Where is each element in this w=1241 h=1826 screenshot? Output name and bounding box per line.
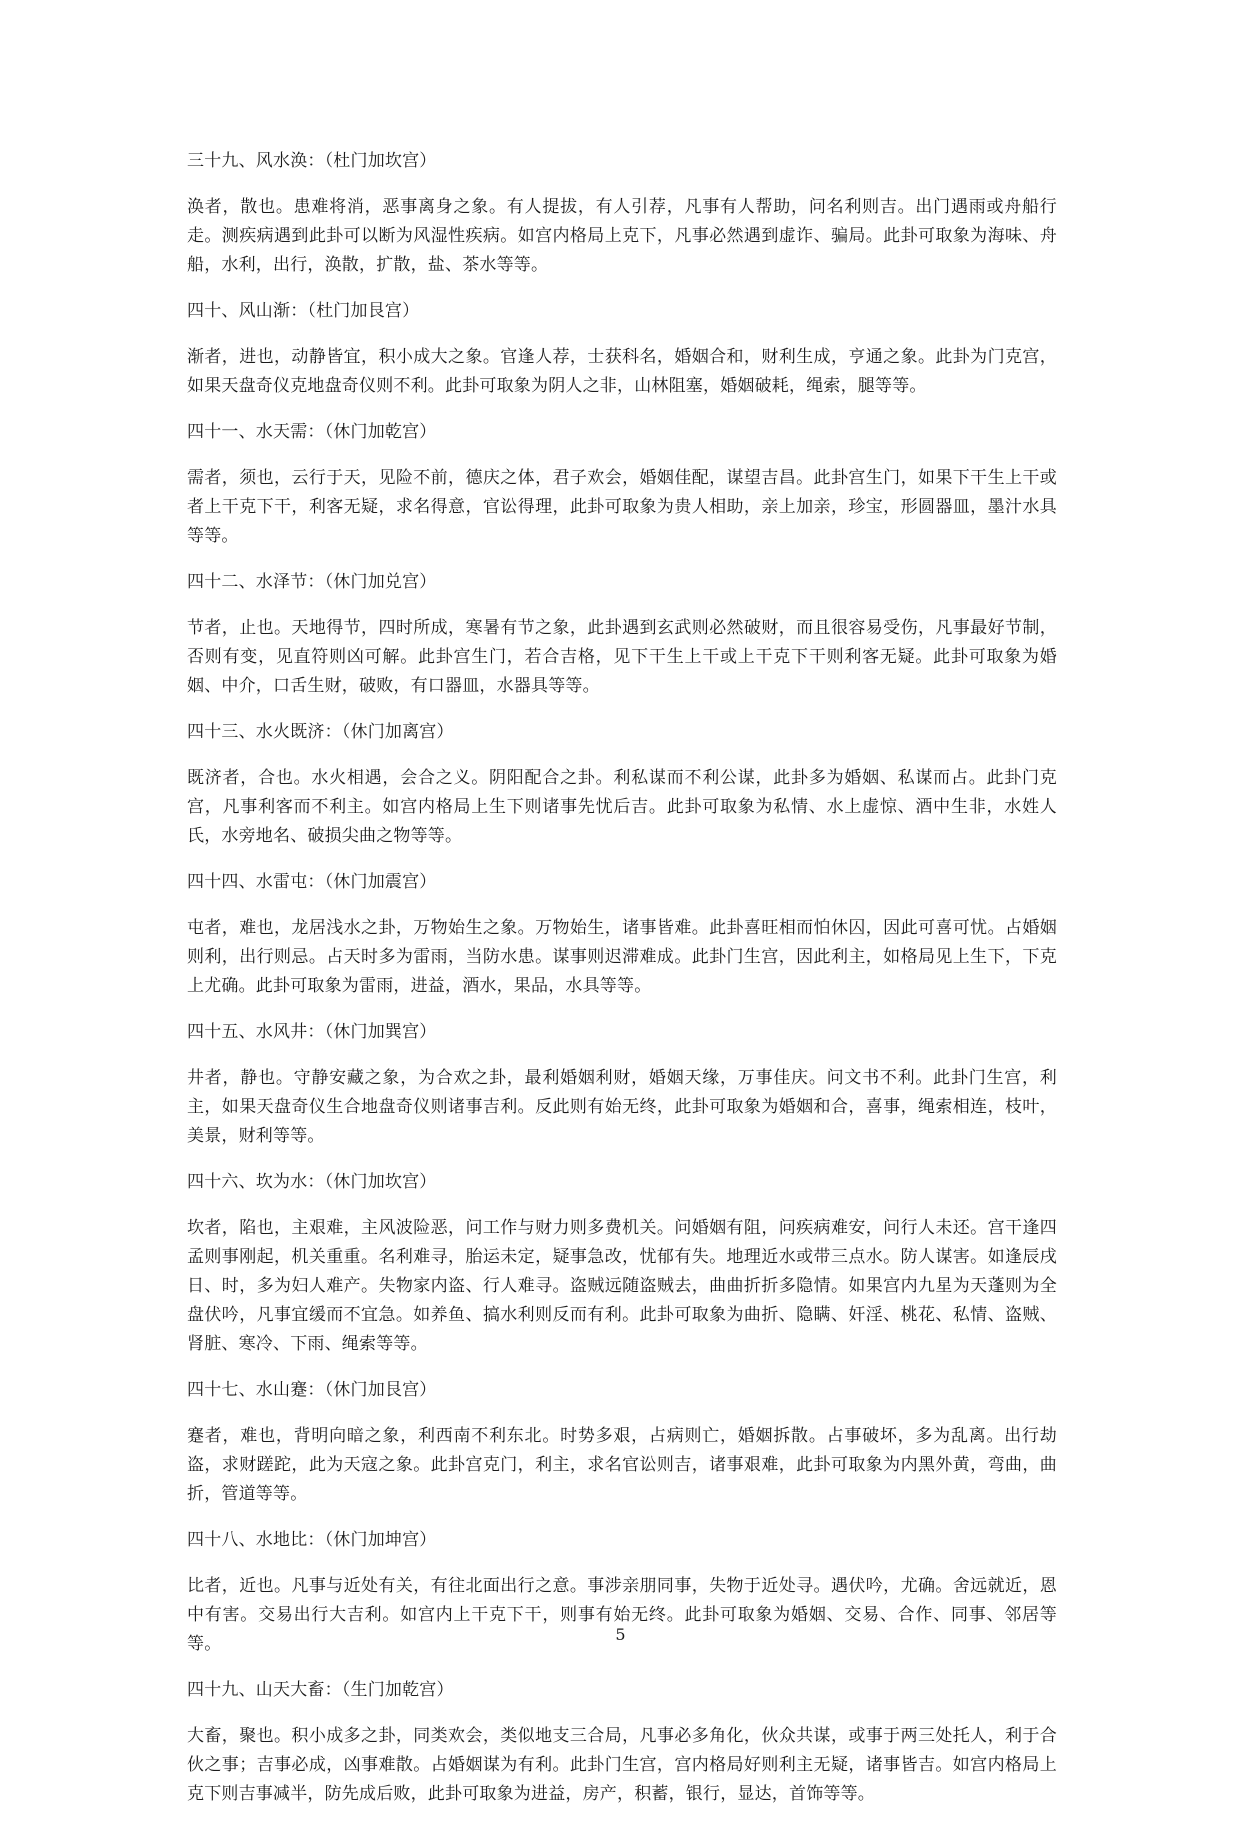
section-body: 大畜，聚也。积小成多之卦，同类欢会，类似地支三合局，凡事必多角化，伙众共谋，或事于两三处托人，利于合伙之事；吉事必成，凶事难散。占婚姻谋为有利。此卦门生宫，宫内格局好则利主无疑，诸事皆吉。如宫内格局上克下则吉事减半，防先成后败，此卦可取象为进益，房产，积蓄，银行，显达，首饰等等。 (187, 1726, 1057, 1804)
section-42 (187, 568, 1057, 701)
section-body: 比者，近也。凡事与近处有关，有往北面出行之意。事涉亲朋同事，失物于近处寻。遇伏吟，尤确。舍远就近，恩中有害。交易出行大吉利。如宫内上干克下干，则事有始无终。此卦可取象为婚姻、交易、合作、同事、邻居等等。 (187, 1576, 1057, 1654)
section-heading: 四十五、水风井：（休门加巽宫） (187, 1022, 437, 1042)
section-47 (187, 1376, 1057, 1509)
section-41 (187, 418, 1057, 551)
section-heading: 四十六、坎为水：（休门加坎宫） (187, 1172, 437, 1192)
section-body: 渐者，进也，动静皆宜，积小成大之象。官逢人荐，士获科名，婚姻合和，财利生成，亨通之象。此卦为门克宫，如果天盘奇仪克地盘奇仪则不利。此卦可取象为阴人之非，山林阻塞，婚姻破耗，绳索，腿等等。 (187, 347, 1057, 396)
section-45 (187, 1018, 1057, 1151)
section-39 (187, 147, 1057, 280)
section-heading: 四十一、水天需：（休门加乾宫） (187, 422, 437, 442)
section-heading: 四十七、水山蹇：（休门加艮宫） (187, 1380, 437, 1400)
section-body: 既济者，合也。水火相遇，会合之义。阴阳配合之卦。利私谋而不利公谋，此卦多为婚姻、私谋而占。此卦门克宫，凡事利客而不利主。如宫内格局上生下则诸事先忧后吉。此卦可取象为私情、水上虚惊、酒中生非，水姓人氏，水旁地名、破损尖曲之物等等。 (187, 768, 1057, 846)
section-body: 需者，须也，云行于天，见险不前，德庆之体，君子欢会，婚姻佳配，谋望吉昌。此卦宫生门，如果下干生上干或者上干克下干，利客无疑，求名得意，官讼得理，此卦可取象为贵人相助，亲上加亲，珍宝，形圆器皿，墨汁水具等等。 (187, 468, 1057, 546)
section-body: 蹇者，难也，背明向暗之象，利西南不利东北。时势多艰，占病则亡，婚姻拆散。占事破坏，多为乱离。出行劫盗，求财蹉跎，此为天寇之象。此卦宫克门，利主，求名官讼则吉，诸事艰难，此卦可取象为内黑外黄，弯曲，曲折，管道等等。 (187, 1426, 1057, 1504)
section-46 (187, 1168, 1057, 1359)
section-body: 井者，静也。守静安藏之象，为合欢之卦，最利婚姻利财，婚姻天缘，万事佳庆。问文书不利。此卦门生宫，利主，如果天盘奇仪生合地盘奇仪则诸事吉利。反此则有始无终，此卦可取象为婚姻和合，喜事，绳索相连，枝叶，美景，财利等等。 (187, 1068, 1057, 1146)
section-heading: 四十二、水泽节：（休门加兑宫） (187, 572, 437, 592)
page-number: 5 (615, 1625, 626, 1644)
section-heading: 四十八、水地比：（休门加坤宫） (187, 1530, 437, 1550)
section-43 (187, 718, 1057, 851)
section-heading: 四十、风山渐：（杜门加艮宫） (187, 301, 420, 321)
section-44 (187, 868, 1057, 1001)
page-content (187, 147, 1057, 1826)
section-heading: 四十九、山天大畜：（生门加乾宫） (187, 1680, 454, 1700)
section-body: 屯者，难也，龙居浅水之卦，万物始生之象。万物始生，诸事皆难。此卦喜旺相而怕休囚，因此可喜可忧。占婚姻则利，出行则忌。占天时多为雷雨，当防水患。谋事则迟滞难成。此卦门生宫，因此利主，如格局见上生下，下克上尤确。此卦可取象为雷雨，进益，酒水，果品，水具等等。 (187, 918, 1057, 996)
section-heading: 四十三、水火既济：（休门加离宫） (187, 722, 454, 742)
section-body: 涣者，散也。患难将消，恶事离身之象。有人提拔，有人引荐，凡事有人帮助，问名利则吉。出门遇雨或舟船行走。测疾病遇到此卦可以断为风湿性疾病。如宫内格局上克下，凡事必然遇到虚诈、骗局。此卦可取象为海味、舟船，水利，出行，涣散，扩散，盐、茶水等等。 (187, 197, 1057, 275)
section-body: 坎者，陷也，主艰难，主风波险恶，问工作与财力则多费机关。问婚姻有阻，问疾病难安，问行人未还。宫干逢四孟则事刚起，机关重重。名利难寻，胎运未定，疑事急改，忧郁有失。地理近水或带三点水。防人谋害。如逢辰戌日、时，多为妇人难产。失物家内盗、行人难寻。盗贼远随盗贼去，曲曲折折多隐情。如果宫内九星为天蓬则为全盘伏吟，凡事宜缓而不宜急。如养鱼、搞水利则反而有利。此卦可取象为曲折、隐瞒、奸淫、桃花、私情、盗贼、肾脏、寒冷、下雨、绳索等等。 (187, 1218, 1057, 1354)
section-heading: 四十四、水雷屯：（休门加震宫） (187, 872, 437, 892)
section-body: 节者，止也。天地得节，四时所成，寒暑有节之象，此卦遇到玄武则必然破财，而且很容易受伤，凡事最好节制，否则有变，见直符则凶可解。此卦宫生门，若合吉格，见下干生上干或上干克下干则利客无疑。此卦可取象为婚姻、中介，口舌生财，破败，有口器皿，水器具等等。 (187, 618, 1057, 696)
section-heading: 三十九、风水涣：（杜门加坎宫） (187, 151, 437, 171)
section-40 (187, 297, 1057, 401)
section-49 (187, 1676, 1057, 1809)
